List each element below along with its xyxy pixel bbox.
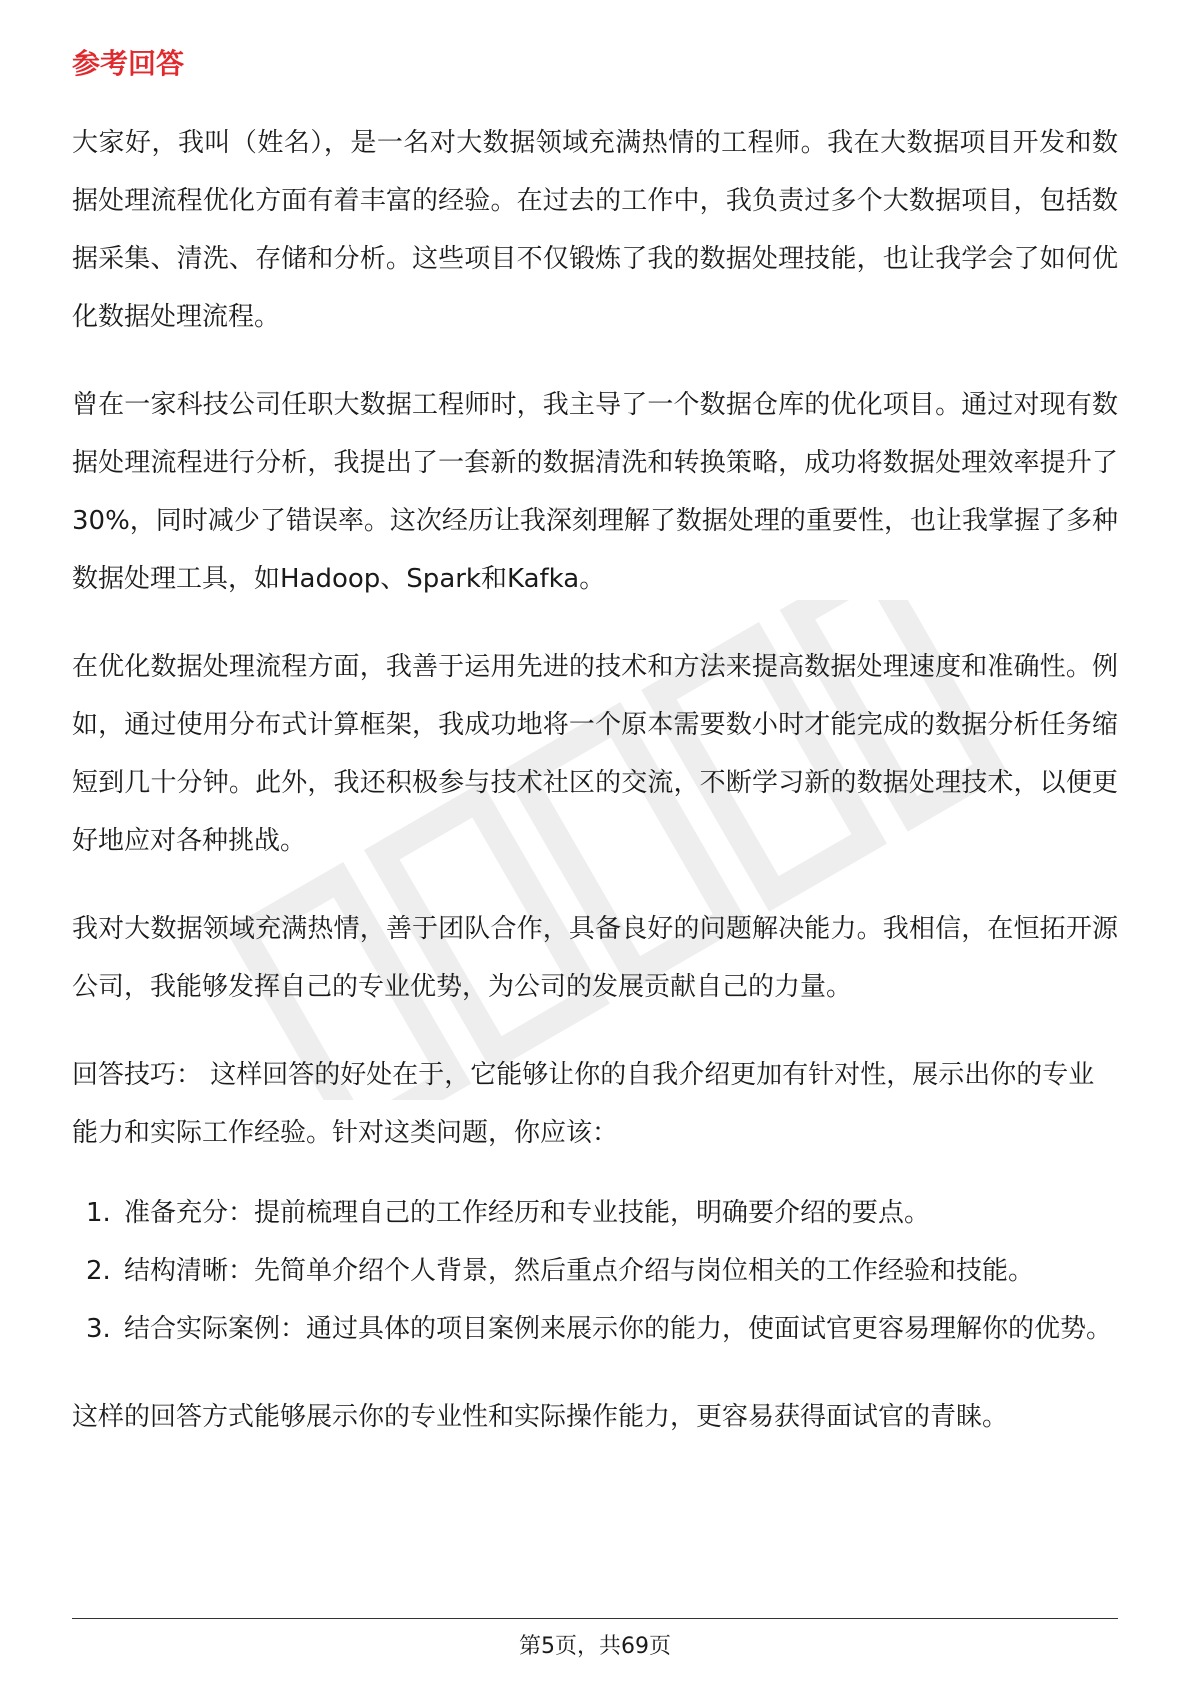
list-item bbox=[72, 1184, 1118, 1242]
list-item bbox=[72, 1300, 1118, 1358]
footer-divider bbox=[72, 1618, 1118, 1619]
paragraph-closing: 这样的回答方式能够展示你的专业性和实际操作能力，更容易获得面试官的青睐。 bbox=[72, 1402, 1009, 1432]
list-item-text: 结合实际案例：通过具体的项目案例来展示你的能力，使面试官更容易理解你的优势。 bbox=[124, 1314, 1113, 1344]
page-number: 第5页，共69页 bbox=[519, 1634, 671, 1659]
document-page bbox=[72, 44, 1118, 1476]
list-item-number: 3. bbox=[86, 1314, 111, 1344]
tips-list bbox=[72, 1184, 1118, 1358]
list-item-text: 准备充分：提前梳理自己的工作经历和专业技能，明确要介绍的要点。 bbox=[124, 1198, 931, 1228]
list-item-text: 结构清晰：先简单介绍个人背景，然后重点介绍与岗位相关的工作经验和技能。 bbox=[124, 1256, 1035, 1286]
paragraph-optimization: 在优化数据处理流程方面，我善于运用先进的技术和方法来提高数据处理速度和准确性。例如，通过使用分布式计算框架，我成功地将一个原本需要数小时才能完成的数据分析任务缩短到几十分钟。此外，我还积极参与技术社区的交流，不断学习新的数据处理技术，以便更好地应对各种挑战。 bbox=[72, 652, 1118, 856]
tips-intro: 回答技巧： 这样回答的好处在于，它能够让你的自我介绍更加有针对性，展示出你的专业能力和实际工作经验。针对这类问题，你应该： bbox=[72, 1060, 1095, 1148]
list-item bbox=[72, 1242, 1118, 1300]
list-item-number: 2. bbox=[86, 1256, 111, 1286]
paragraph-intro: 大家好，我叫（姓名），是一名对大数据领域充满热情的工程师。我在大数据项目开发和数据处理流程优化方面有着丰富的经验。在过去的工作中，我负责过多个大数据项目，包括数据采集、清洗、存储和分析。这些项目不仅锻炼了我的数据处理技能，也让我学会了如何优化数据处理流程。 bbox=[72, 128, 1118, 332]
list-item-number: 1. bbox=[86, 1198, 111, 1228]
paragraph-experience: 曾在一家科技公司任职大数据工程师时，我主导了一个数据仓库的优化项目。通过对现有数据处理流程进行分析，我提出了一套新的数据清洗和转换策略，成功将数据处理效率提升了30%，同时减少了错误率。这次经历让我深刻理解了数据处理的重要性，也让我掌握了多种数据处理工具，如Hadoop、Spark和Kafka。 bbox=[72, 390, 1118, 594]
section-heading: 参考回答 bbox=[72, 47, 185, 80]
paragraph-conclusion: 我对大数据领域充满热情，善于团队合作，具备良好的问题解决能力。我相信，在恒拓开源公司，我能够发挥自己的专业优势，为公司的发展贡献自己的力量。 bbox=[72, 914, 1118, 1002]
